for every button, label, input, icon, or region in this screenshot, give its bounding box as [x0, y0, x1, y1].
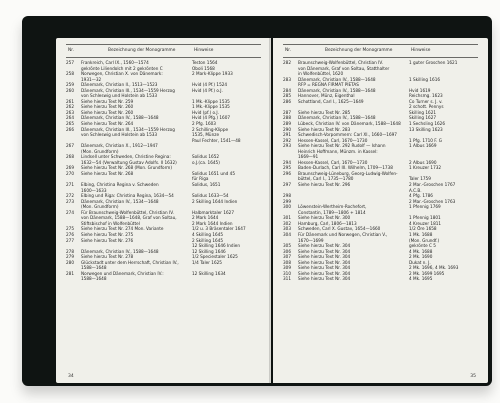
- row-designation: Siehe hierzu Text Nr. 268: [81, 170, 134, 176]
- row-designation: Siehe hierzu Text Nr. 283: [298, 126, 351, 132]
- row-designation: Für Dänemark und Norwegen, Christian V.,: [298, 231, 388, 237]
- row-note: 1 Pfennig 1769: [409, 204, 441, 210]
- row-designation: Siehe hierzu Text Nr. 274 Mon. Variante: [81, 226, 164, 232]
- row-designation: Siehe hierzu Text Nr. 264: [81, 121, 134, 127]
- row-note: 1/2 Öre 1658: [409, 226, 437, 232]
- row-designation: Siehe hierzu Text Nr. 278: [81, 254, 134, 260]
- row-designation: Siehe hierzu Text Nr. 300: [298, 215, 351, 221]
- row-note: 13 Skilling 1623: [409, 126, 443, 132]
- row-number: 278: [66, 248, 74, 254]
- row-designation: Hessen-Kassel, Carl, 1670—1730: [298, 137, 368, 143]
- row-number: 296: [283, 170, 291, 176]
- row-designation: gekrönte Liliendolch mit 2 gekrönten C: [81, 65, 163, 71]
- row-note: 4 Mk. 1688: [409, 248, 433, 254]
- row-number: 287: [283, 109, 291, 115]
- row-designation: Glückstadt unter dem Herrschaft, Christian IV.,: [81, 259, 179, 265]
- row-number: 270: [66, 170, 74, 176]
- row-note: Co Turner s. J. v.: [409, 98, 443, 104]
- row-designation: (Mon. Grundform): [81, 148, 119, 154]
- row-designation: Siehe hierzu Text Nr. 304: [298, 265, 351, 271]
- row-designation: Schweden, Carl X. Gustav, 1654—1660: [298, 226, 381, 232]
- row-designation: Für Braunschweig-Wolfenbüttel, Christian IV.: [81, 209, 174, 215]
- row-number: 258: [66, 71, 74, 77]
- row-note: 4 Pfg. 1786: [409, 193, 433, 199]
- row-designation: Elbing, Christina Regina v. Schweden: [81, 182, 159, 188]
- row-note: 4 Skilling 1645: [192, 231, 224, 237]
- row-note: 12 Skilling 1634: [192, 270, 226, 276]
- row-designation: Dänemark, Christian IV., 1588—1648: [298, 115, 376, 121]
- row-note: 2 Pfg. 1603: [192, 121, 216, 127]
- row-designation: Baden-Durlach, Carl III. Wilhelm, 1709—1738: [298, 165, 393, 171]
- page-number-left: 34: [68, 374, 74, 379]
- row-designation: Schwedisch-Vorpommern: Carl XI., 1660—1697: [298, 132, 397, 138]
- row-designation: Siehe hierzu Text Nr. 304: [298, 259, 351, 265]
- row-number: 276: [66, 231, 74, 237]
- row-note: 1/4 Taler 1625: [192, 259, 222, 265]
- row-designation: Siehe hierzu Text Nr. 304: [298, 248, 351, 254]
- row-number: 268: [66, 154, 74, 160]
- row-note: 1 Pfennig 1801: [409, 215, 441, 221]
- row-designation: Braunschweig-Lüneburg, Georg-Ludwig-Wolfen-: [298, 170, 398, 176]
- left-table-rows: [66, 60, 261, 282]
- row-note: 4 Kreuzer 1811: [409, 220, 442, 226]
- row-note: 4 Mk. 1695: [409, 276, 433, 282]
- row-number: 309: [283, 265, 291, 271]
- row-number: 274: [66, 209, 74, 215]
- row-number: 280: [66, 259, 74, 265]
- row-note: Skilling 1627: [409, 115, 437, 121]
- row-designation: Lübeck, Christian IV. von Dänemark, 1588—1648: [298, 121, 401, 127]
- row-note: 2 Mk. 1690: [409, 254, 433, 260]
- row-designation: büttel, Carl I., 1735—1780: [298, 176, 354, 182]
- row-number: 303: [283, 226, 291, 232]
- row-designation: Siehe hierzu Text Nr. 260: [81, 109, 134, 115]
- row-designation: von Schleswig und Holstein ab 1533: [81, 132, 158, 138]
- row-note: 2 Mar.-Groschen 1767: [409, 182, 456, 188]
- row-note: 1 Skilling 1616: [409, 76, 441, 82]
- row-designation: Stiftsbischof in Wolfenbüttel: [81, 220, 140, 226]
- row-number: 263: [66, 109, 74, 115]
- header-designation: Bezeichnung der Monogramme: [108, 48, 176, 53]
- row-note: 1 Mk.-Klippe 1535: [192, 104, 230, 110]
- row-note: Solidus 1633—54: [192, 193, 229, 199]
- row-note: 1 Kreuzer 1732: [409, 165, 442, 171]
- row-number: 290: [283, 126, 291, 132]
- row-number: 264: [66, 115, 74, 121]
- row-designation: Heinrich Hoffmann, Münzm. in Kassel:: [298, 148, 378, 154]
- page-number-right: 35: [470, 374, 476, 379]
- row-note: Dukat n. J.: [409, 259, 431, 265]
- row-note: Hvid (4 Pf.) o.J.: [192, 87, 223, 93]
- row-note: Solidus 1651 und 45: [192, 170, 235, 176]
- row-designation: Dänemark, Christian X., 1912—1947: [81, 143, 158, 149]
- row-number: 267: [66, 143, 74, 149]
- row-note: 1 Mk. 1688: [409, 231, 433, 237]
- row-note: 2 Skilling 1645: [192, 237, 224, 243]
- row-designation: Hamburg, Carl, 1806—1813: [298, 220, 357, 226]
- row-designation: von Schleswig und Holstein ab 1533: [81, 93, 158, 99]
- row-designation: Frankreich, Carl IX., 1560—1574: [81, 60, 149, 65]
- row-designation: Hessen-Kassel, Carl, 1670—1730: [298, 159, 368, 165]
- row-designation: Dänemark, Christian IV., 1588—1648: [298, 76, 376, 82]
- left-page: [56, 38, 271, 383]
- row-number: 279: [66, 254, 74, 260]
- row-note: 1/2 u. 3 Bräsentaler 1647: [192, 226, 246, 232]
- row-designation: Norwegen und Dänemark, Christian IV.:: [81, 270, 164, 276]
- row-designation: Siehe hierzu Text Nr. 304: [298, 243, 351, 249]
- row-designation: 1600—1633: [81, 187, 107, 193]
- row-number: 284: [283, 87, 291, 93]
- row-designation: 1931—32: [81, 76, 102, 82]
- row-designation: Siehe hierzu Text Nr. 259: [81, 98, 134, 104]
- row-note: Skilling 1621: [409, 109, 437, 115]
- row-note: 1 guter Groschen 1621: [409, 60, 458, 65]
- table-header: [283, 44, 478, 58]
- row-note: Hvid (pf.) o.J.: [192, 109, 219, 115]
- row-note: Solidus 1652: [192, 154, 220, 160]
- row-number: 307: [283, 254, 291, 260]
- row-note: 2 Mar.-Groschen 1763: [409, 198, 456, 204]
- row-designation: Siehe hierzu Text Nr. 260: [81, 104, 134, 110]
- row-number: 275: [66, 226, 74, 232]
- row-designation: Lindsell unter Schweden, Christine Regina:: [81, 154, 171, 160]
- row-note: für Riga: [192, 176, 209, 182]
- row-note: 2 Mark 1644 Indien: [192, 220, 233, 226]
- row-note: Solidus, 1651: [192, 182, 221, 188]
- row-designation: 1670—1699: [298, 237, 324, 243]
- row-note: (Mon. Grundf.): [409, 237, 440, 243]
- row-designation: Hannover, Münz, Eigenthal: [298, 93, 355, 99]
- row-designation: Schottland, Carl I., 1625—1649: [298, 98, 364, 104]
- row-designation: 1588—1648: [81, 265, 107, 271]
- row-number: 293: [283, 143, 291, 149]
- row-designation: Siehe hierzu Text Nr. 275: [81, 231, 134, 237]
- row-number: 259: [66, 82, 74, 88]
- row-designation: Siehe hierzu Text Nr. 268 (Mon. Grundform): [81, 165, 172, 171]
- row-note: 2 Skilling 1644 Indien: [192, 198, 238, 204]
- header-nr: Nr.: [285, 48, 291, 53]
- row-note: 1 Sechsling 1626: [409, 121, 445, 127]
- row-number: 302: [283, 220, 291, 226]
- row-designation: Elbing und Riga: Christina Regina, 1634—54: [81, 193, 174, 199]
- row-number: 257: [66, 60, 74, 65]
- row-number: 282: [283, 60, 291, 65]
- row-number: 294: [283, 159, 291, 165]
- row-note: 2 Albus 1690: [409, 159, 437, 165]
- row-designation: Dänemark, Christian IV., 1588—1648: [298, 87, 376, 93]
- row-note: 1535, Münze: [192, 132, 220, 138]
- row-designation: in Wolfenbüttel, 1620: [298, 71, 344, 77]
- row-note: 2 Mk. 1699 1695: [409, 270, 445, 276]
- row-designation: Dänemark, Christian IV., 1534—1648: [81, 198, 159, 204]
- row-number: 297: [283, 182, 291, 188]
- row-note: Halbmarktaler 1627: [192, 209, 234, 215]
- row-note: A.C.B.: [409, 187, 422, 193]
- row-number: 265: [66, 121, 74, 127]
- row-designation: Siehe hierzu Text Nr. 292 Rudolf — Ishann: [298, 143, 386, 149]
- header-designation: Bezeichnung der Monogramme: [325, 48, 393, 53]
- table-header: [66, 44, 261, 58]
- row-designation: Siehe hierzu Text Nr. 276: [81, 237, 134, 243]
- row-note: o.J.(ca. 1645): [192, 159, 220, 165]
- row-number: 298: [283, 193, 291, 199]
- row-number: 262: [66, 104, 74, 110]
- header-nr: Nr.: [68, 48, 74, 53]
- header-notes: Hinweise: [194, 48, 214, 53]
- row-designation: Dänemark, Christian III., 1534—1559 Herzog: [81, 126, 175, 132]
- row-number: 301: [283, 215, 291, 221]
- row-designation: (Mon. Grundform): [81, 204, 119, 210]
- row-note: 1 Mk.-Klippe 1535: [192, 98, 230, 104]
- row-note: 1 Albus 1669: [409, 143, 437, 149]
- row-number: 286: [283, 98, 291, 104]
- row-designation: Braunschweig-Wolfenbüttel, Christian IV.: [298, 60, 383, 65]
- row-designation: Dänemark, Christian III., 1534—1559 Herzog: [81, 87, 175, 93]
- row-designation: RFP = REGNA FIRMAT PIETAS: [298, 82, 359, 88]
- row-note: gekrönte C 5: [409, 243, 436, 249]
- row-note: Hvid 1619: [409, 87, 431, 93]
- row-note: 2 schott. Pennys: [409, 104, 444, 110]
- row-designation: Siehe hierzu Text Nr. 285: [298, 109, 351, 115]
- row-designation: von Dänemark, Graf von Soltau, Statthalter: [298, 65, 390, 71]
- row-number: 269: [66, 165, 74, 171]
- row-number: 271: [66, 182, 74, 188]
- row-number: 289: [283, 121, 291, 127]
- right-page: [273, 38, 488, 383]
- row-number: 277: [66, 237, 74, 243]
- row-designation: Siehe hierzu Text Nr. 304: [298, 270, 351, 276]
- row-note: Reichsmg. 1623: [409, 93, 443, 99]
- row-note: 2 Mark 1644: [192, 215, 219, 221]
- row-number: 292: [283, 137, 291, 143]
- row-designation: Dänemark, Christian IV., 1588—1648: [81, 248, 159, 254]
- row-designation: Norwegen, Christian X. von Dänemark:: [81, 71, 163, 77]
- row-number: 305: [283, 243, 291, 249]
- row-note: 2 Mark-Klippe 1933: [192, 71, 233, 77]
- row-note: Hvid (4 Pfg.) 1607: [192, 115, 231, 121]
- row-designation: 1588—1648: [81, 276, 107, 282]
- row-note: Paul Fechter, 1541—48: [192, 137, 241, 143]
- row-number: 266: [66, 126, 74, 132]
- row-note: 12 Skilling 1646 Indien: [192, 243, 240, 249]
- row-number: 299: [283, 198, 291, 204]
- row-number: 304: [283, 231, 291, 237]
- row-number: 300: [283, 204, 291, 210]
- row-number: 311: [283, 276, 291, 282]
- row-note: Hvid (4 Pf.) 1524: [192, 82, 228, 88]
- table-row: [66, 276, 261, 282]
- table-row: [283, 276, 478, 282]
- row-designation: Constantin, 1789—1806 + 1814: [298, 209, 366, 215]
- row-number: 306: [283, 248, 291, 254]
- row-note: Oboli 1568: [192, 65, 215, 71]
- row-designation: Löwenstein-Wertheim-Rochefort,: [298, 204, 367, 210]
- row-designation: von Dänemark, 1588—1648, Graf von Soltau,: [81, 215, 177, 221]
- right-table-rows: [283, 60, 478, 282]
- row-designation: 1669—91: [298, 154, 319, 160]
- row-number: 272: [66, 193, 74, 199]
- row-note: 1/2 Speciestaler 1625: [192, 254, 238, 260]
- row-designation: Dänemark, Christian IV., 1588—1648: [81, 115, 159, 121]
- row-designation: Dänemark, Christian II., 1513—1523: [81, 82, 158, 88]
- row-note: Taler 1759: [409, 176, 431, 182]
- row-note: 2 Mk. 1696, 4 Mk. 1693: [409, 265, 459, 271]
- open-book: [22, 16, 492, 386]
- row-number: 285: [283, 93, 291, 99]
- row-number: 310: [283, 270, 291, 276]
- row-number: 288: [283, 115, 291, 121]
- row-number: 295: [283, 165, 291, 171]
- row-number: 291: [283, 132, 291, 138]
- row-note: Teston 1564: [192, 60, 218, 65]
- row-designation: Siehe hierzu Text Nr. 304: [298, 254, 351, 260]
- row-designation: 1632—54 (Verwaltung Gustav Adolfs. II 1632): [81, 159, 177, 165]
- row-note: 12 Skilling 1646: [192, 248, 226, 254]
- row-number: 281: [66, 270, 74, 276]
- row-number: 308: [283, 259, 291, 265]
- row-number: 273: [66, 198, 74, 204]
- row-number: 261: [66, 98, 74, 104]
- row-note: 1 Pfg. 1710 F. G: [409, 137, 442, 143]
- row-number: 283: [283, 76, 291, 82]
- header-notes: Hinweise: [411, 48, 431, 53]
- row-designation: Siehe hierzu Text Nr. 304: [298, 276, 351, 282]
- row-designation: Siehe hierzu Text Nr. 296: [298, 182, 351, 188]
- row-number: 260: [66, 87, 74, 93]
- row-note: 2 Schilling-Klippe: [192, 126, 229, 132]
